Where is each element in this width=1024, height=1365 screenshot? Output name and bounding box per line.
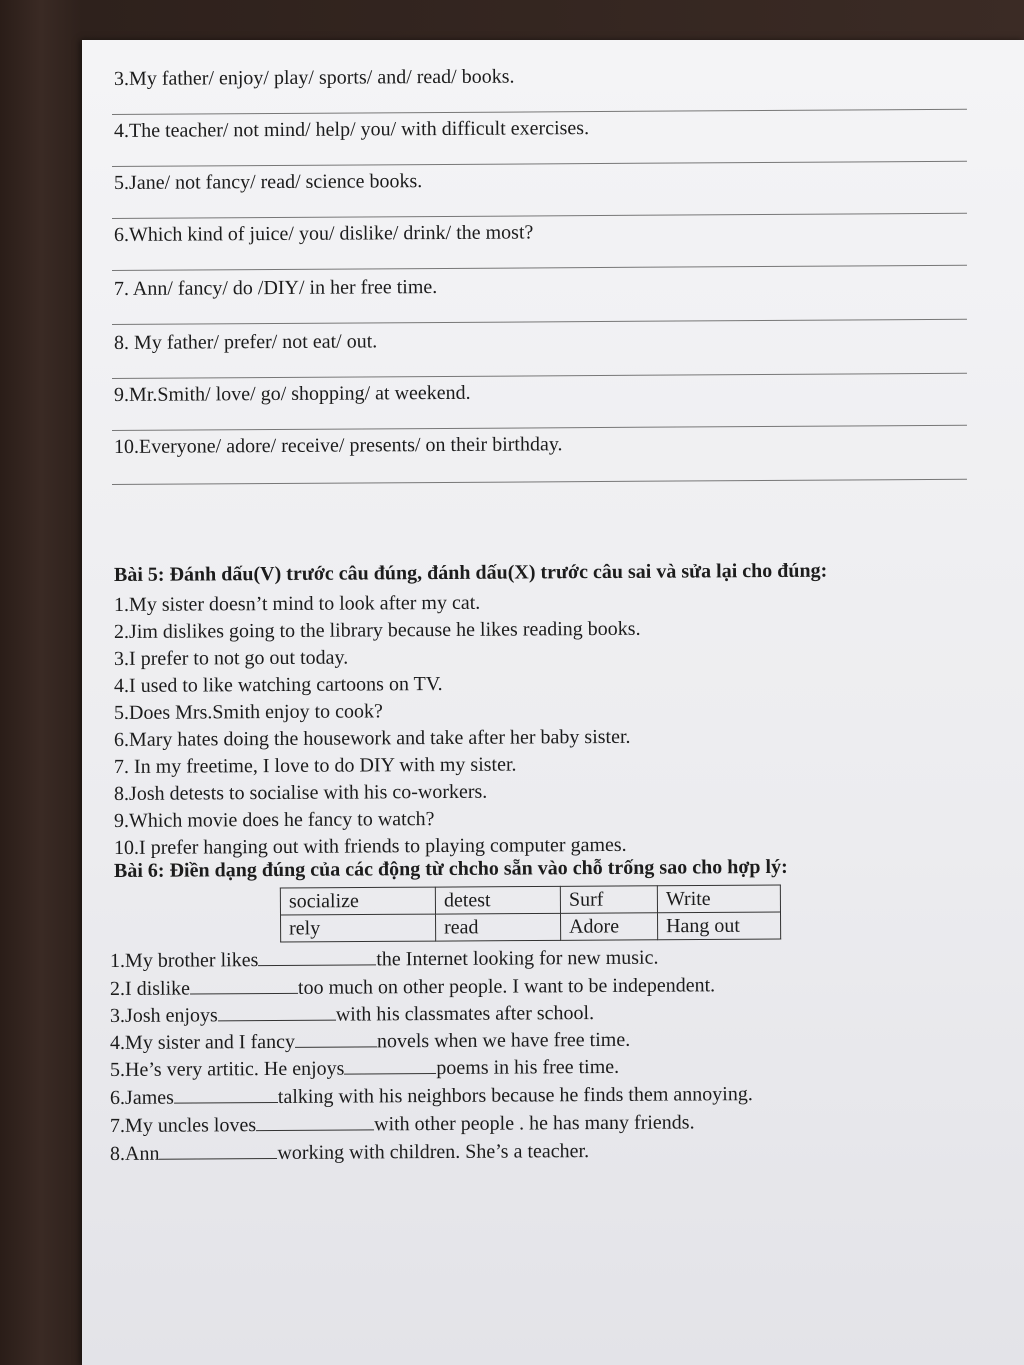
table-row (281, 912, 781, 942)
sentence-start: 7.My uncles loves (109, 1114, 257, 1137)
answer-line (112, 479, 967, 485)
sentence-end: with other people . he has many friends. (374, 1111, 695, 1136)
answer-line (112, 425, 967, 431)
table-cell: Adore (560, 913, 657, 941)
ex4-item-6: 6.Which kind of juice/ you/ dislike/ drink/ the most? (113, 221, 534, 246)
table-cell: Surf (560, 886, 657, 914)
verb-word-table (280, 884, 781, 942)
table-row (280, 885, 780, 915)
table-cell: socialize (280, 887, 435, 915)
answer-line (112, 161, 967, 167)
sentence-end: the Internet looking for new music. (376, 946, 659, 971)
ex5-item: 2.Jim dislikes going to the library because he likes reading books. (113, 617, 641, 643)
sentence-end: working with children. She’s a teacher. (277, 1140, 590, 1164)
ex6-item-1 (110, 945, 659, 973)
table-cell: read (436, 913, 561, 941)
sentence-start: 1.My brother likes (109, 949, 259, 972)
ex5-item: 1.My sister doesn’t mind to look after my cat. (113, 591, 481, 616)
sentence-end: novels when we have free time. (376, 1028, 631, 1053)
ex6-item-2 (110, 972, 715, 1001)
ex5-heading: Bài 5: Đánh dấu(V) trước câu đúng, đánh dấu(X) trước câu sai và sửa lại cho đúng: (113, 559, 828, 586)
table-cell: Hang out (657, 912, 780, 940)
sentence-end: too much on other people. I want to be independent. (297, 974, 716, 999)
answer-line (112, 373, 967, 379)
ex6-item-5 (110, 1054, 619, 1082)
answer-line (112, 213, 967, 219)
ex6-item-6 (110, 1081, 753, 1110)
ex6-item-7 (110, 1109, 695, 1138)
fill-blank[interactable] (159, 1140, 277, 1160)
sentence-start: 8.Ann (109, 1142, 160, 1165)
ex6-heading: Bài 6: Điền dạng đúng của các động từ chcho sẵn vào chỗ trống sao cho hợp lý: (113, 855, 788, 882)
ex4-item-3: 3.My father/ enjoy/ play/ sports/ and/ read/ books. (113, 65, 515, 90)
ex6-item-8 (110, 1138, 589, 1166)
sentence-start: 4.My sister and I fancy (109, 1030, 296, 1054)
ex5-item: 9.Which movie does he fancy to watch? (113, 808, 435, 832)
ex5-item: 6.Mary hates doing the housework and take after her baby sister. (113, 725, 631, 751)
ex4-item-5: 5.Jane/ not fancy/ read/ science books. (113, 170, 423, 194)
sentence-end: talking with his neighbors because he finds them annoying. (277, 1083, 753, 1108)
ex5-item: 3.I prefer to not go out today. (113, 646, 349, 670)
worksheet-page (82, 40, 1024, 1365)
ex6-item-4 (110, 1027, 630, 1055)
ex5-item: 7. In my freetime, I love to do DIY with my sister. (113, 753, 517, 778)
fill-blank[interactable] (174, 1084, 278, 1104)
table-cell: detest (435, 886, 560, 914)
ex5-item: 8.Josh detests to socialise with his co-workers. (113, 780, 488, 805)
fill-blank[interactable] (295, 1028, 377, 1048)
ex5-item: 5.Does Mrs.Smith enjoy to cook? (113, 700, 383, 724)
sentence-start: 5.He’s very artitic. He enjoys (109, 1057, 345, 1081)
answer-line (112, 109, 967, 115)
fill-blank[interactable] (190, 975, 298, 995)
sentence-end: poems in his free time. (436, 1055, 620, 1080)
fill-blank[interactable] (218, 1002, 336, 1022)
ex6-item-3 (110, 1000, 594, 1028)
ex4-item-4: 4.The teacher/ not mind/ help/ you/ with difficult exercises. (113, 117, 590, 142)
sentence-start: 3.Josh enjoys (109, 1004, 218, 1027)
table-cell: Write (657, 885, 780, 913)
ex4-item-10: 10.Everyone/ adore/ receive/ presents/ on their birthday. (113, 433, 563, 458)
ex4-item-9: 9.Mr.Smith/ love/ go/ shopping/ at weekend. (113, 381, 471, 406)
ex5-item: 4.I used to like watching cartoons on TV. (113, 672, 443, 697)
ex5-item: 10.I prefer hanging out with friends to playing computer games. (113, 833, 627, 859)
answer-line (112, 319, 967, 325)
ex4-item-8: 8. My father/ prefer/ not eat/ out. (113, 330, 378, 354)
sentence-start: 2.I dislike (109, 977, 191, 1000)
sentence-start: 6.James (109, 1086, 174, 1109)
answer-line (112, 265, 967, 271)
sentence-end: with his classmates after school. (335, 1002, 595, 1026)
fill-blank[interactable] (256, 1111, 374, 1131)
table-cell: rely (281, 914, 436, 942)
ex4-item-7: 7. Ann/ fancy/ do /DIY/ in her free time. (113, 276, 438, 300)
fill-blank[interactable] (344, 1055, 436, 1075)
fill-blank[interactable] (258, 946, 376, 966)
